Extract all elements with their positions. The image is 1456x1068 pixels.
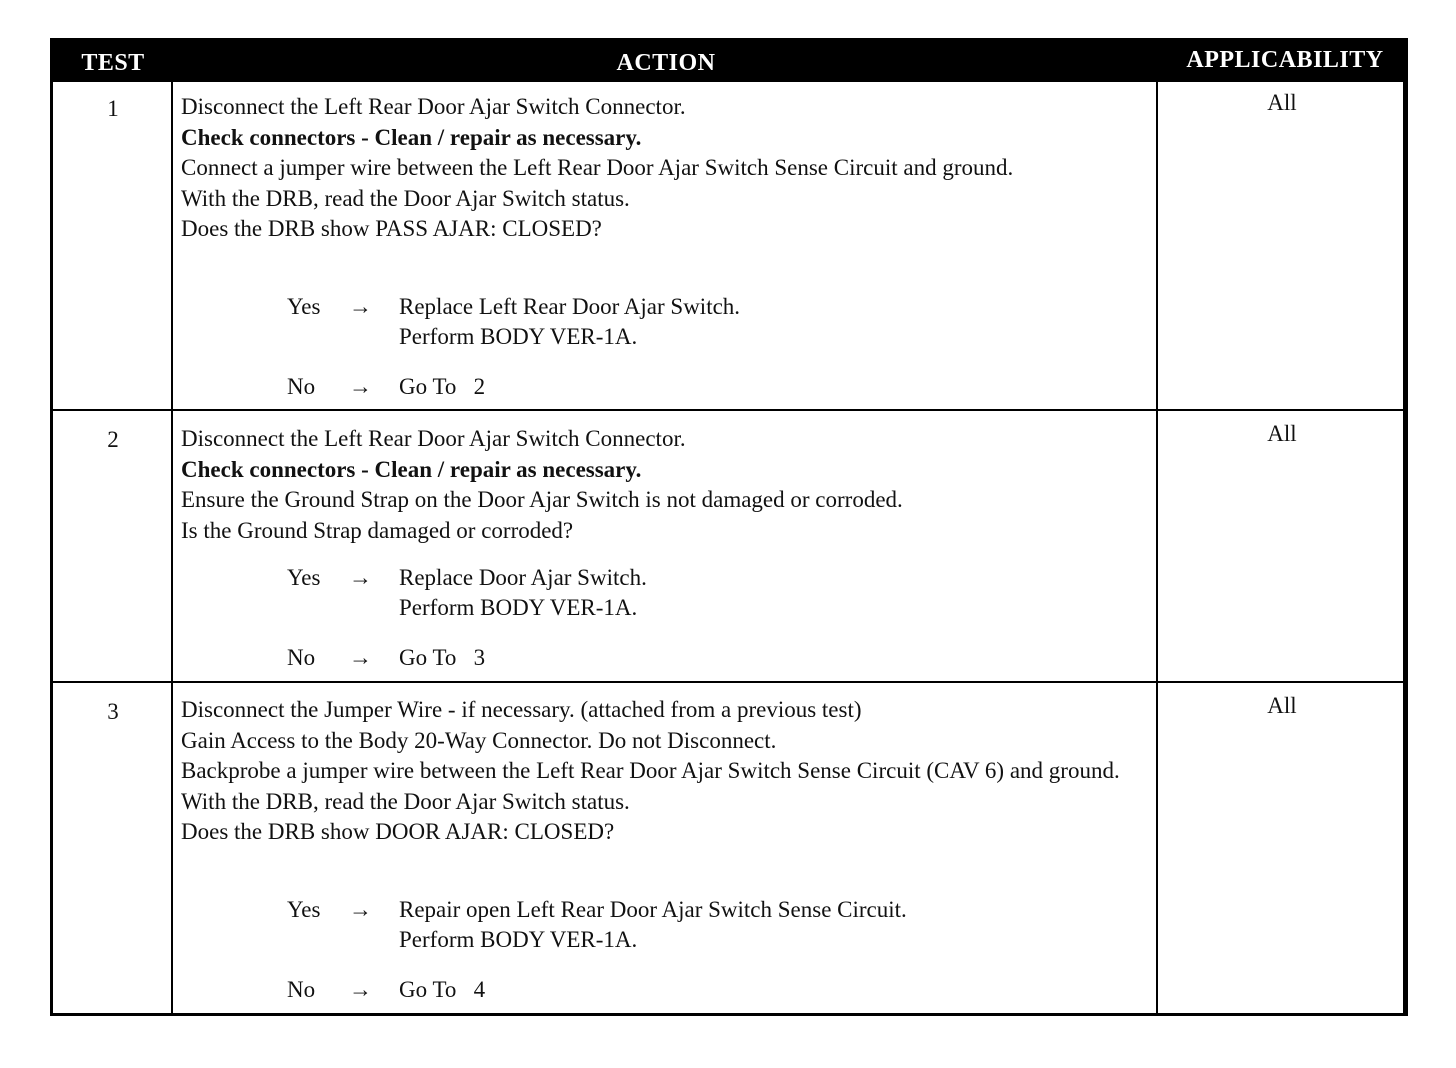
yes-label: Yes [287, 897, 321, 922]
header-action: ACTION [616, 50, 716, 76]
yes-label: Yes [287, 565, 321, 590]
no-label: No [287, 977, 316, 1002]
arrow-icon: → [349, 294, 372, 319]
action-line: Gain Access to the Body 20-Way Connector. Do not Disconnect. [181, 727, 777, 753]
test-number: 3 [107, 699, 119, 724]
no-action: Go To 3 [399, 645, 486, 670]
action-line: Is the Ground Strap damaged or corroded? [181, 517, 574, 543]
no-action: Go To 4 [399, 977, 486, 1002]
test-number: 1 [107, 96, 119, 121]
action-line: Does the DRB show PASS AJAR: CLOSED? [181, 216, 602, 241]
action-line: Disconnect the Left Rear Door Ajar Switch Connector. [181, 94, 686, 119]
applicability-value: All [1267, 693, 1297, 718]
header-applicability: APPLICABILITY [1186, 47, 1384, 73]
action-line: Disconnect the Jumper Wire - if necessary. (attached from a previous test) [181, 697, 862, 722]
action-line-bold: Check connectors - Clean / repair as necessary. [181, 124, 642, 150]
no-label: No [287, 645, 316, 670]
yes-action: Repair open Left Rear Door Ajar Switch Sense Circuit. [399, 897, 907, 922]
arrow-icon: → [349, 565, 372, 590]
no-action: Go To 2 [399, 374, 486, 399]
yes-action-2: Perform BODY VER-1A. [399, 324, 638, 349]
action-line: Connect a jumper wire between the Left Rear Door Ajar Switch Sense Circuit and ground. [181, 155, 1014, 180]
action-line: Disconnect the Left Rear Door Ajar Switch Connector. [181, 426, 686, 451]
action-line: With the DRB, read the Door Ajar Switch status. [181, 788, 630, 814]
action-line: With the DRB, read the Door Ajar Switch status. [181, 185, 630, 211]
test-row-2 [53, 411, 1405, 681]
no-label: No [287, 374, 316, 399]
yes-action: Replace Door Ajar Switch. [399, 565, 647, 590]
applicability-value: All [1267, 421, 1297, 446]
action-text [181, 424, 1151, 546]
test-row-1 [53, 82, 1405, 409]
diagnostic-test-table [50, 38, 1408, 1016]
yes-action: Replace Left Rear Door Ajar Switch. [399, 294, 741, 319]
test-number: 2 [107, 427, 119, 452]
applicability-value: All [1267, 90, 1297, 115]
action-line-bold: Check connectors - Clean / repair as necessary. [181, 456, 642, 482]
arrow-icon: → [349, 897, 372, 922]
yes-action-2: Perform BODY VER-1A. [399, 595, 638, 620]
arrow-icon: → [349, 977, 372, 1002]
action-line: Backprobe a jumper wire between the Left Rear Door Ajar Switch Sense Circuit (CAV 6) and ground. [181, 758, 1120, 783]
action-text [181, 92, 1151, 245]
action-line: Does the DRB show DOOR AJAR: CLOSED? [181, 819, 615, 844]
action-line: Ensure the Ground Strap on the Door Ajar Switch is not damaged or corroded. [181, 487, 903, 512]
arrow-icon: → [349, 374, 372, 399]
table-header [53, 41, 1405, 82]
yes-label: Yes [287, 294, 321, 319]
header-test: TEST [81, 50, 145, 76]
yes-action-2: Perform BODY VER-1A. [399, 927, 638, 952]
test-row-3 [53, 683, 1405, 1013]
action-text [181, 695, 1151, 848]
arrow-icon: → [349, 645, 372, 670]
